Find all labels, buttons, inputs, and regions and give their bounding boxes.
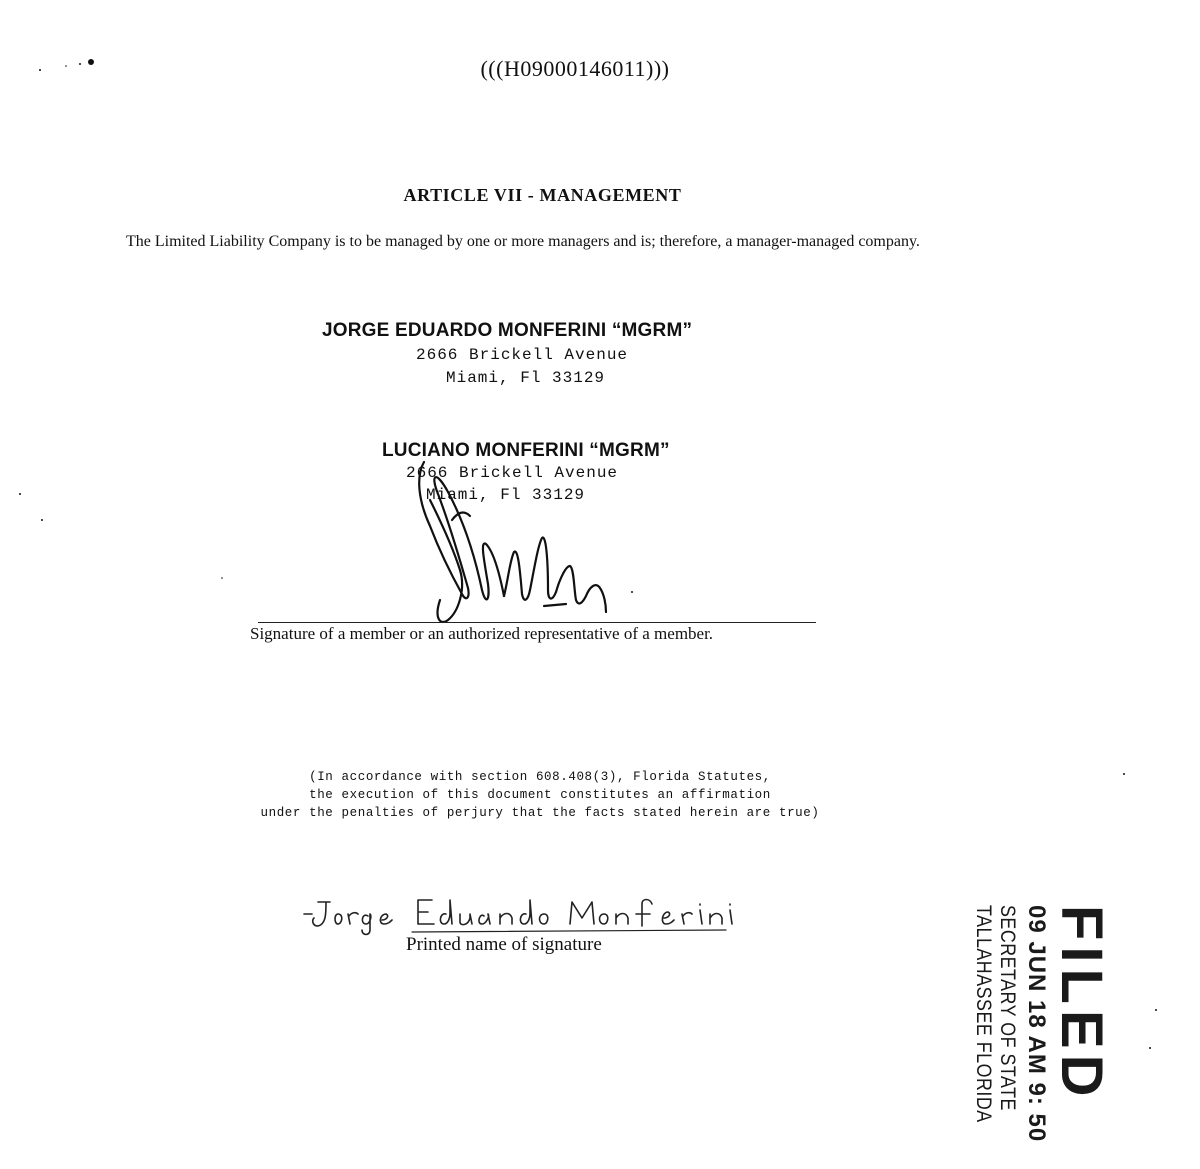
manager-1-name: JORGE EDUARDO MONFERINI “MGRM” [322, 320, 693, 341]
manager-1-address-line1: 2666 Brickell Avenue [416, 346, 629, 364]
affirmation-line1: (In accordance with section 608.408(3), Florida Statutes, [309, 770, 771, 784]
manager-2-address-line1: 2666 Brickell Avenue [406, 464, 619, 482]
affirmation-line2: the execution of this document constitutes an affirmation [309, 788, 771, 802]
article-title: ARTICLE VII - MANAGEMENT [403, 185, 682, 205]
manager-2-address-line2: Miami, Fl 33129 [426, 486, 586, 504]
stamp-city: TALLAHASSEE FLORIDA [972, 905, 995, 1123]
signature-caption: Signature of a member or an authorized representative of a member. [250, 624, 714, 643]
manager-2-name: LUCIANO MONFERINI “MGRM” [382, 440, 670, 461]
affirmation-line3: under the penalties of perjury that the facts stated herein are true) [260, 806, 820, 820]
manager-1-address-line2: Miami, Fl 33129 [446, 369, 606, 387]
stamp-filed-text: FILED [1049, 905, 1114, 1103]
article-body: The Limited Liability Company is to be managed by one or more managers and is; therefore, a manager-managed company. [126, 233, 920, 250]
printed-name-caption: Printed name of signature [406, 934, 602, 955]
stamp-office: SECRETARY OF STATE [996, 905, 1019, 1111]
stamp-date: 09 JUN 18 AM 9: 50 [1023, 905, 1050, 1143]
document-number: (((H09000146011))) [480, 56, 670, 81]
